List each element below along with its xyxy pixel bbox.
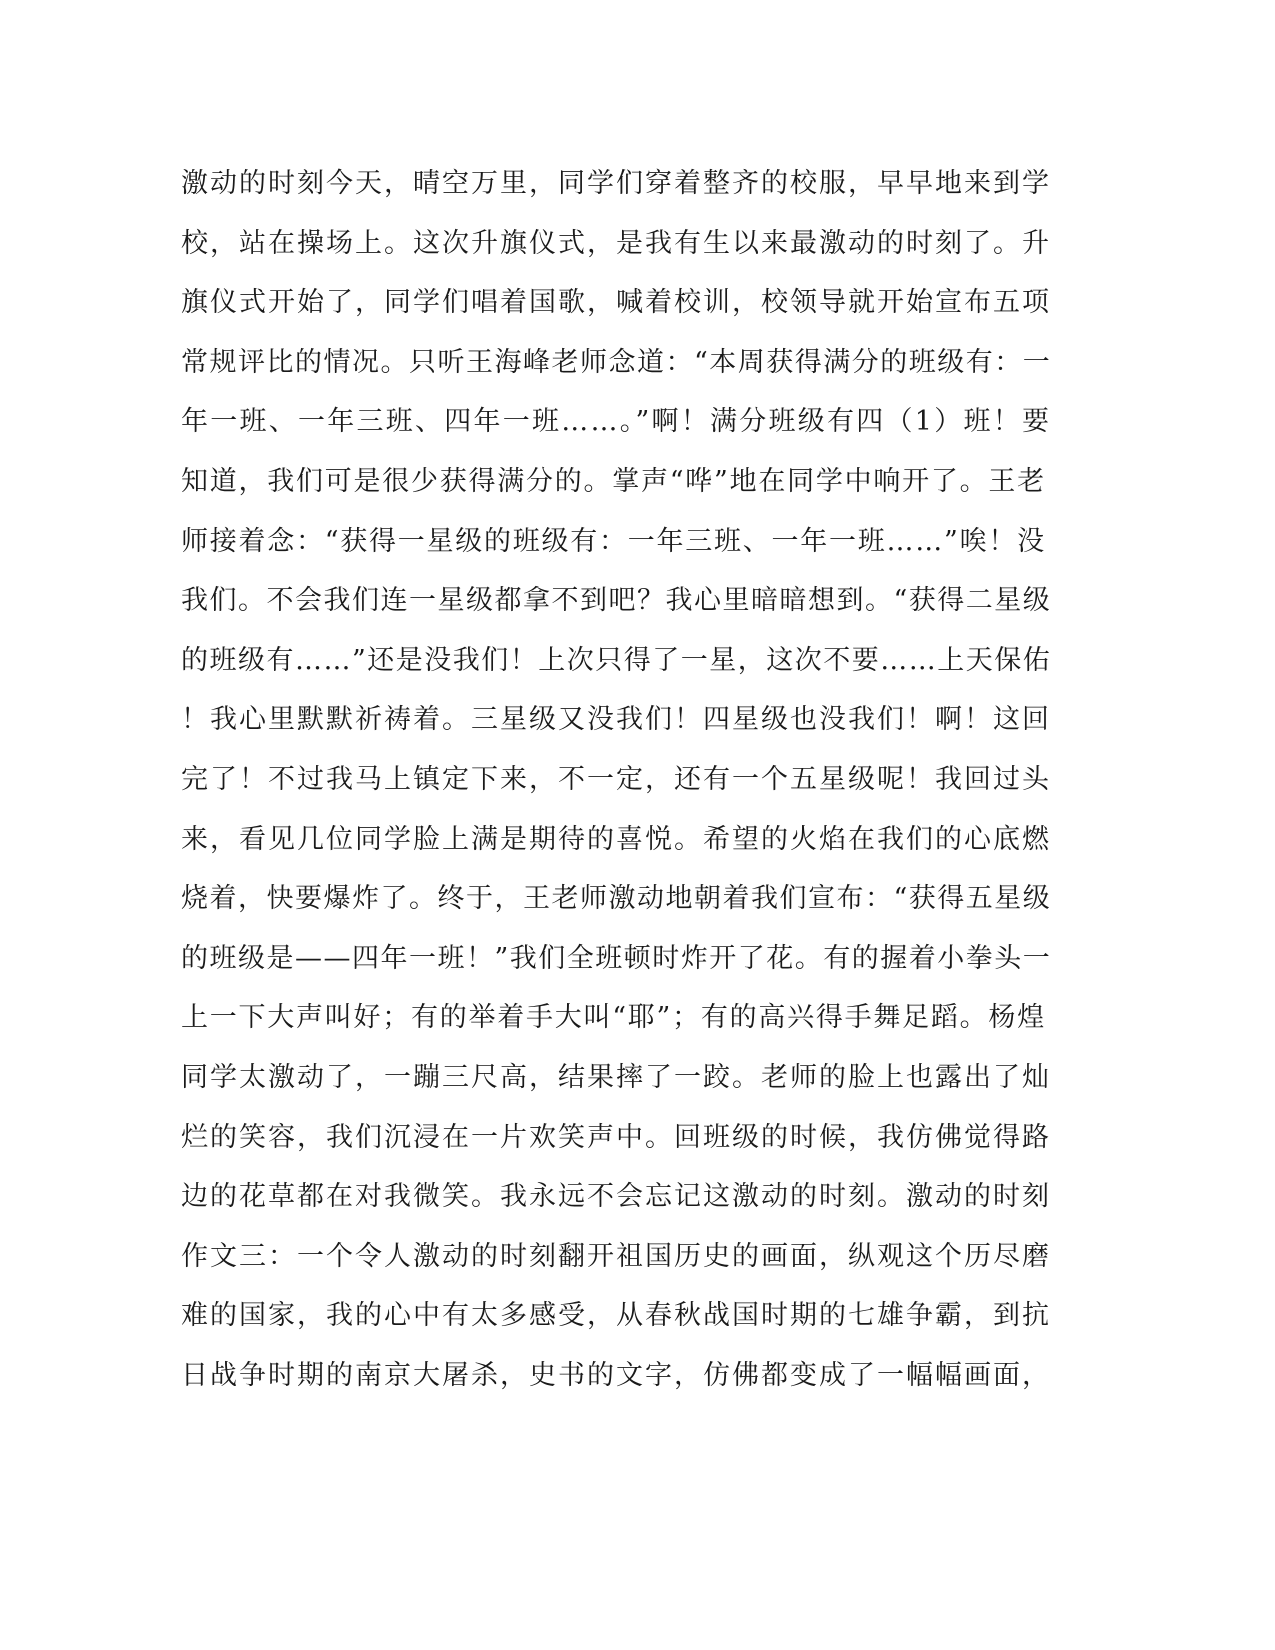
text-line: 同学太激动了，一蹦三尺高，结果摔了一跤。老师的脸上也露出了灿 [181, 1061, 1051, 1093]
text-line: 我们。不会我们连一星级都拿不到吧？我心里暗暗想到。“获得二星级 [181, 585, 1052, 617]
text-line: 旗仪式开始了，同学们唱着国歌，喊着校训，校领导就开始宣布五项 [181, 287, 1051, 319]
text-line: 年一班、一年三班、四年一班……。”啊！满分班级有四（1）班！要 [181, 406, 1052, 438]
text-line: 知道，我们可是很少获得满分的。掌声“哗”地在同学中响开了。王老 [181, 465, 1046, 497]
body-text [181, 154, 1051, 1405]
text-line: 校，站在操场上。这次升旗仪式，是我有生以来最激动的时刻了。升 [181, 227, 1051, 259]
text-line: 日战争时期的南京大屠杀，史书的文字，仿佛都变成了一幅幅画面， [181, 1359, 1051, 1391]
text-line: ！我心里默默祈祷着。三星级又没我们！四星级也没我们！啊！这回 [181, 704, 1051, 736]
text-line: 激动的时刻今天，晴空万里，同学们穿着整齐的校服，早早地来到学 [181, 168, 1051, 199]
text-line: 完了！不过我马上镇定下来，不一定，还有一个五星级呢！我回过头 [181, 763, 1051, 795]
text-line: 边的花草都在对我微笑。我永远不会忘记这激动的时刻。激动的时刻 [181, 1181, 1051, 1213]
text-line: 烂的笑容，我们沉浸在一片欢笑声中。回班级的时候，我仿佛觉得路 [181, 1121, 1051, 1153]
text-line: 难的国家，我的心中有太多感受，从春秋战国时期的七雄争霸，到抗 [181, 1300, 1051, 1332]
text-line: 常规评比的情况。只听王海峰老师念道：“本周获得满分的班级有：一 [181, 346, 1052, 378]
text-line: 师接着念：“获得一星级的班级有：一年三班、一年一班……”唉！没 [181, 525, 1046, 557]
text-line: 烧着，快要爆炸了。终于，王老师激动地朝着我们宣布：“获得五星级 [181, 883, 1052, 915]
text-line: 的班级是——四年一班！”我们全班顿时炸开了花。有的握着小拳头一 [181, 942, 1052, 974]
text-line: 上一下大声叫好；有的举着手大叫“耶”；有的高兴得手舞足蹈。杨煌 [181, 1002, 1046, 1034]
text-line: 的班级有……”还是没我们！上次只得了一星，这次不要……上天保佑 [181, 644, 1052, 676]
text-line: 来，看见几位同学脸上满是期待的喜悦。希望的火焰在我们的心底燃 [181, 823, 1051, 855]
text-line: 作文三：一个令人激动的时刻翻开祖国历史的画面，纵观这个历尽磨 [181, 1240, 1051, 1272]
